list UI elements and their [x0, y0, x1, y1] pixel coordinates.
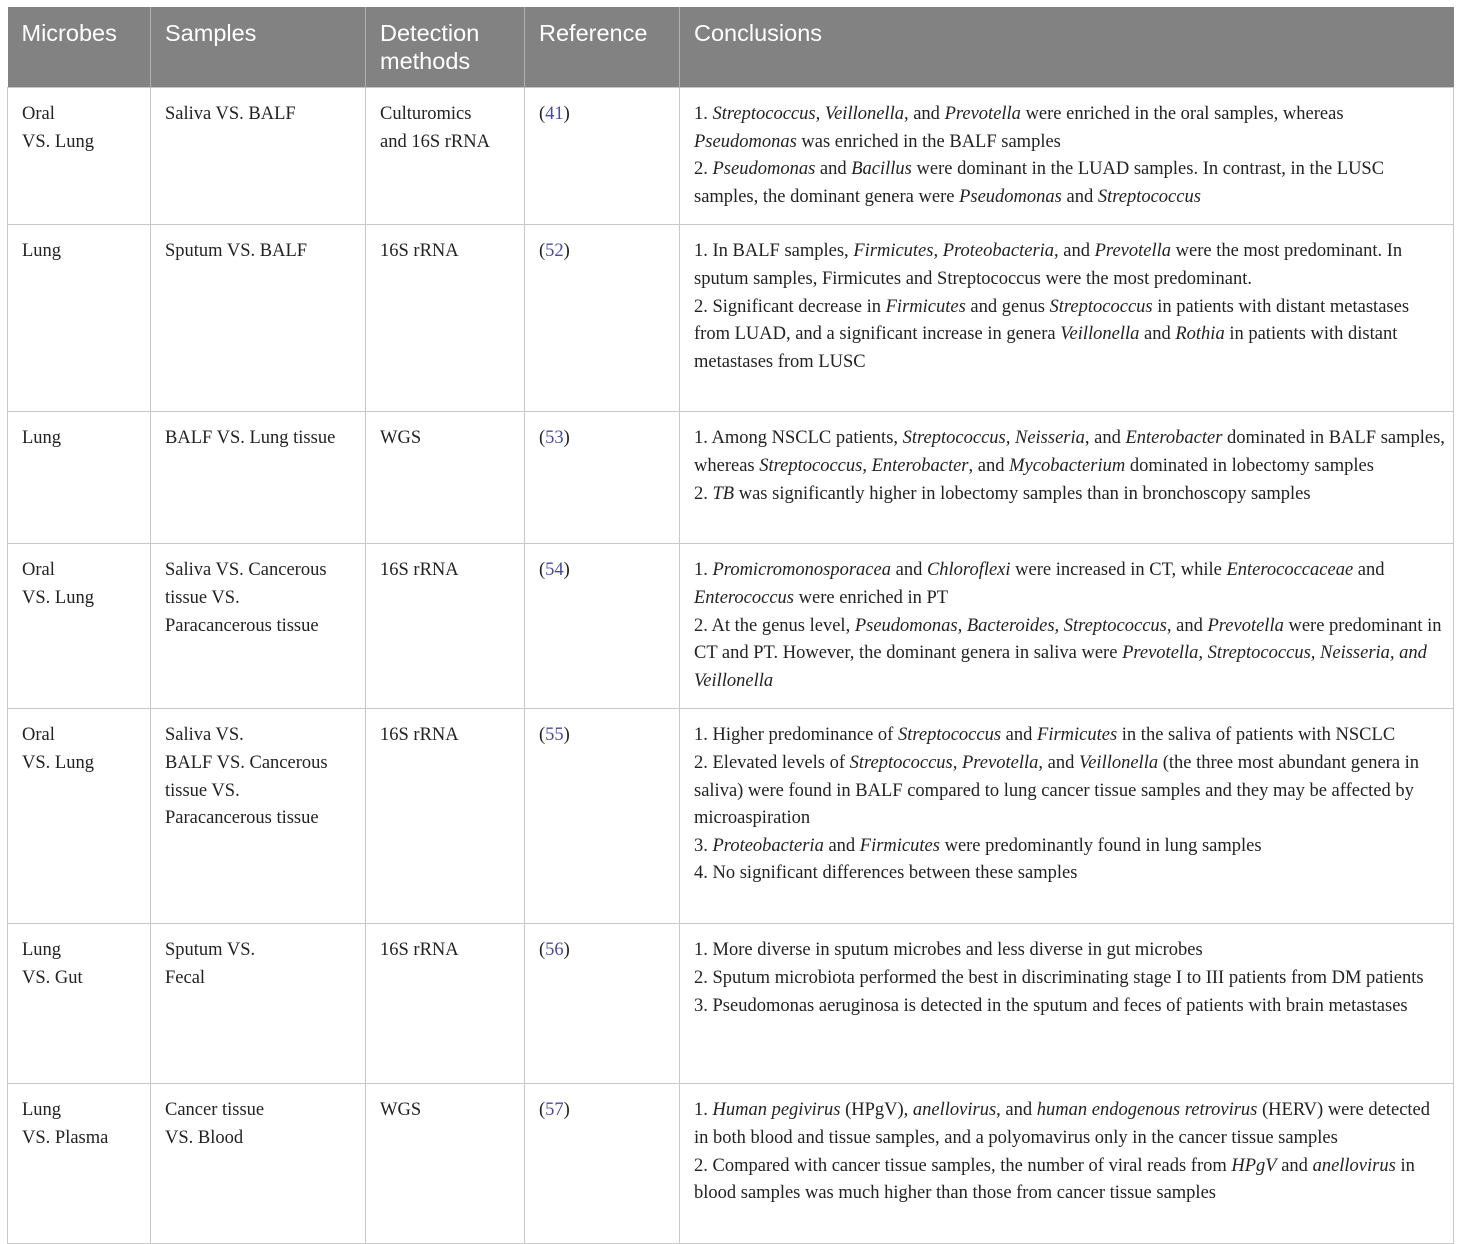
conclusion-item — [694, 722, 1445, 750]
samples-cell-line: BALF VS. Lung tissue — [165, 428, 336, 449]
conclusion-text: 1. In BALF samples, — [694, 241, 854, 262]
taxon-name: Firmicutes — [1037, 725, 1118, 746]
taxon-name: Pseudomonas — [712, 159, 816, 180]
conclusion-text: , — [862, 455, 872, 476]
conclusion-text: (HERV) were detected in both blood and tissue samples, and a polyomavirus only in the cancer tissue samples — [694, 1100, 1431, 1148]
conclusion-text: in patients with distant metastases from LUSC — [694, 324, 1398, 372]
conclusion-item — [694, 750, 1445, 833]
conclusion-text: were predominantly found in lung samples — [939, 835, 1262, 856]
detection-methods-cell — [366, 709, 525, 924]
header-microbes: Microbes — [8, 7, 151, 88]
taxon-name: Streptococcus — [897, 725, 1002, 746]
conclusion-text: 1. Among NSCLC patients, — [694, 428, 903, 449]
taxon-name: anellovirus — [1312, 1155, 1396, 1176]
header-row — [8, 7, 1454, 88]
taxon-name: TB — [712, 483, 735, 504]
taxon-name: Prevotella — [1207, 615, 1284, 636]
conclusion-text: were enriched in PT — [794, 587, 949, 608]
reference-link[interactable]: 57 — [545, 1100, 564, 1121]
taxon-name: Pseudomonas, Bacteroides, Streptococcus — [854, 615, 1167, 636]
taxon-name: Streptococcus, Veillonella — [712, 104, 904, 124]
reference-link[interactable]: 53 — [545, 428, 564, 449]
detection-methods-cell — [366, 412, 525, 544]
header-conclusions: Conclusions — [680, 7, 1454, 88]
conclusion-text: 2. Elevated levels of — [694, 752, 850, 773]
conclusion-item — [694, 993, 1445, 1021]
conclusion-item — [694, 1097, 1445, 1152]
reference-cell: (52) — [525, 225, 680, 412]
taxon-name: Firmicutes — [859, 835, 940, 856]
conclusion-text: , and — [903, 104, 945, 124]
conclusion-text: 3. Pseudomonas aeruginosa is detected in the sputum and feces of patients with brain metastases — [694, 995, 1408, 1016]
taxon-name: Prevotella — [1094, 241, 1171, 262]
table-row — [8, 225, 1454, 412]
microbes-cell — [8, 88, 151, 225]
conclusion-text: 1. Higher predominance of — [694, 725, 898, 746]
samples-cell-line: BALF VS. Cancerous — [165, 752, 328, 773]
detection-methods-cell — [366, 225, 525, 412]
detection-methods-cell — [366, 88, 525, 225]
conclusion-item — [694, 965, 1445, 993]
taxon-name: Human pegivirus — [712, 1100, 841, 1121]
conclusion-text: dominated in BALF samples, whereas — [694, 428, 1445, 476]
conclusions-cell — [680, 1084, 1454, 1244]
conclusion-text: 1. — [694, 1100, 713, 1121]
samples-cell-line: Cancer tissue — [165, 1100, 265, 1121]
samples-cell — [151, 1084, 366, 1244]
conclusions-cell — [680, 412, 1454, 544]
taxon-name: Veillonella — [1060, 324, 1140, 345]
conclusion-item — [694, 833, 1445, 861]
conclusion-text: and — [890, 560, 927, 581]
detection-methods-cell-line: Culturomics — [380, 104, 472, 124]
microbes-cell-line: Lung — [22, 241, 62, 262]
taxon-name: Pseudomonas — [694, 131, 797, 152]
conclusion-item — [694, 937, 1445, 965]
microbes-cell-line: Oral — [22, 725, 55, 746]
taxon-name: Streptococcus, Neisseria — [902, 428, 1085, 449]
conclusion-text: and — [1139, 324, 1176, 345]
conclusion-text: was enriched in the BALF samples — [796, 131, 1061, 152]
conclusion-item — [694, 613, 1445, 696]
reference-link[interactable]: 41 — [545, 104, 564, 124]
conclusion-text: in blood samples was much higher than those from cancer tissue samples — [694, 1155, 1415, 1204]
reference-link[interactable]: 52 — [545, 241, 564, 262]
header-samples: Samples — [151, 7, 366, 88]
taxon-name: Enterobacter — [871, 455, 969, 476]
samples-cell — [151, 412, 366, 544]
taxon-name: Chloroflexi — [926, 560, 1011, 581]
microbes-cell — [8, 709, 151, 924]
conclusion-text: in the saliva of patients with NSCLC — [1117, 725, 1396, 746]
table-row — [8, 709, 1454, 924]
taxon-name: Rothia — [1175, 324, 1225, 345]
conclusion-text: and — [1001, 725, 1038, 746]
conclusion-item — [694, 425, 1445, 480]
reference-cell: (41) — [525, 88, 680, 225]
reference-cell: (56) — [525, 924, 680, 1084]
detection-methods-cell — [366, 544, 525, 709]
conclusion-text: and — [1276, 1155, 1313, 1176]
conclusion-text: 3. — [694, 835, 713, 856]
microbes-cell-line: Lung — [22, 428, 62, 449]
samples-cell — [151, 544, 366, 709]
taxon-name: Firmicutes, Proteobacteria — [853, 241, 1055, 262]
taxon-name: Firmicutes — [885, 296, 966, 317]
conclusions-cell — [680, 544, 1454, 709]
conclusions-cell — [680, 709, 1454, 924]
taxon-name: Streptococcus — [1049, 296, 1153, 317]
conclusion-text: and — [823, 835, 860, 856]
microbes-cell — [8, 412, 151, 544]
reference-link[interactable]: 56 — [545, 940, 564, 961]
conclusion-text: 2. — [694, 483, 713, 504]
microbes-cell-line: VS. Gut — [22, 967, 83, 988]
conclusion-text: and — [815, 159, 852, 180]
samples-cell-line: VS. Blood — [165, 1127, 244, 1148]
reference-cell: (53) — [525, 412, 680, 544]
table-row — [8, 1084, 1454, 1244]
conclusion-text: in patients with distant metastases from LUAD, and a significant increase in genera — [694, 296, 1410, 345]
conclusion-item — [694, 156, 1445, 211]
microbes-cell — [8, 225, 151, 412]
conclusion-item — [694, 238, 1445, 293]
conclusion-text: and — [1061, 186, 1098, 207]
taxon-name: human endogenous retrovirus — [1036, 1100, 1258, 1121]
table-row — [8, 924, 1454, 1084]
conclusion-text: 1. — [694, 560, 713, 581]
conclusion-text: and genus — [965, 296, 1050, 317]
conclusions-cell — [680, 88, 1454, 225]
microbes-cell — [8, 544, 151, 709]
microbes-cell-line: VS. Lung — [22, 752, 94, 773]
conclusions-cell — [680, 225, 1454, 412]
microbes-cell-line: Oral — [22, 560, 55, 581]
taxon-name: Promicromonosporacea — [712, 560, 891, 581]
taxon-name: Enterobacter — [1125, 428, 1223, 449]
conclusion-item — [694, 557, 1445, 612]
conclusion-text: 2. — [694, 159, 713, 180]
taxon-name: Prevotella — [944, 104, 1021, 124]
samples-cell-line: Fecal — [165, 967, 206, 988]
microbes-cell-line: VS. Lung — [22, 131, 94, 152]
conclusion-text: were increased in CT, while — [1010, 560, 1227, 581]
microbes-cell — [8, 1084, 151, 1244]
samples-cell — [151, 924, 366, 1084]
samples-cell-line: Saliva VS. Cancerous — [165, 560, 327, 581]
header-reference: Reference — [525, 7, 680, 88]
microbes-cell-line: Oral — [22, 104, 55, 124]
conclusion-text: 2. Sputum microbiota performed the best in discriminating stage I to III patients from DM patients — [694, 967, 1424, 988]
microbes-cell-line: Lung — [22, 1100, 62, 1121]
conclusion-text: , and — [1038, 752, 1079, 773]
comparison-table — [7, 7, 1454, 1244]
conclusion-text: were dominant in the LUAD samples. In contrast, in the LUSC samples, the dominant genera were — [694, 159, 1385, 207]
reference-link[interactable]: 54 — [545, 560, 564, 581]
conclusion-text: were predominant in CT and PT. However, the dominant genera in saliva were — [694, 615, 1442, 664]
detection-methods-cell-line: 16S rRNA — [380, 241, 459, 262]
taxon-name: Enterococcus — [694, 587, 794, 608]
detection-methods-cell-line: 16S rRNA — [380, 940, 459, 961]
conclusion-text: (HPgV), — [840, 1100, 913, 1121]
samples-cell-line: Sputum VS. BALF — [165, 241, 308, 262]
conclusion-text: 2. Significant decrease in — [694, 296, 886, 317]
detection-methods-cell — [366, 924, 525, 1084]
samples-cell-line: Paracancerous tissue — [165, 808, 319, 829]
conclusion-item — [694, 294, 1445, 377]
header-detection-methods: Detection methods — [366, 7, 525, 88]
taxon-name: Prevotella, Streptococcus, Neisseria, and Veillonella — [694, 643, 1427, 691]
table-row — [8, 544, 1454, 709]
samples-cell — [151, 709, 366, 924]
conclusion-text: , and — [1166, 615, 1208, 636]
detection-methods-cell — [366, 1084, 525, 1244]
samples-cell-line: tissue VS. — [165, 587, 240, 608]
microbes-cell-line: VS. Lung — [22, 587, 94, 608]
samples-cell — [151, 225, 366, 412]
conclusion-text: dominated in lobectomy samples — [1125, 455, 1374, 476]
microbes-cell-line: Lung — [22, 940, 62, 961]
taxon-name: Bacillus — [851, 159, 912, 180]
detection-methods-cell-line: 16S rRNA — [380, 560, 459, 581]
detection-methods-cell-line: 16S rRNA — [380, 725, 459, 746]
conclusion-text: were the most predominant. In sputum samples, Firmicutes and Streptococcus were the most predominant. — [694, 241, 1403, 289]
table-row — [8, 88, 1454, 225]
microbes-cell — [8, 924, 151, 1084]
samples-cell — [151, 88, 366, 225]
conclusion-text: 2. Compared with cancer tissue samples, the number of viral reads from — [694, 1155, 1232, 1176]
reference-cell: (55) — [525, 709, 680, 924]
conclusion-item — [694, 1153, 1445, 1208]
conclusion-text: , and — [996, 1100, 1037, 1121]
conclusion-text: , and — [1084, 428, 1126, 449]
conclusion-text: was significantly higher in lobectomy samples than in bronchoscopy samples — [734, 483, 1311, 504]
samples-cell-line: Sputum VS. — [165, 940, 256, 961]
detection-methods-cell-line: WGS — [380, 1100, 422, 1121]
table-row — [8, 412, 1454, 544]
taxon-name: HPgV — [1231, 1155, 1277, 1176]
conclusions-cell — [680, 924, 1454, 1084]
taxon-name: Enterococcaceae — [1226, 560, 1354, 581]
taxon-name: Pseudomonas — [959, 186, 1062, 207]
samples-cell-line: Saliva VS. — [165, 725, 244, 746]
samples-cell-line: Paracancerous tissue — [165, 615, 319, 636]
detection-methods-cell-line: and 16S rRNA — [380, 131, 490, 152]
taxon-name: Mycobacterium — [1009, 455, 1126, 476]
samples-cell-line: Saliva VS. BALF — [165, 104, 296, 124]
samples-cell-line: tissue VS. — [165, 780, 240, 801]
conclusion-item — [694, 481, 1445, 509]
conclusion-text: and — [1353, 560, 1385, 581]
reference-cell: (54) — [525, 544, 680, 709]
conclusion-text: , and — [1054, 241, 1095, 262]
conclusion-text: were enriched in the oral samples, whereas — [1020, 104, 1344, 124]
taxon-name: Streptococcus — [1097, 186, 1201, 207]
microbes-cell-line: VS. Plasma — [22, 1127, 109, 1148]
conclusion-item — [694, 860, 1445, 888]
conclusion-text: 2. At the genus level, — [694, 615, 855, 636]
conclusion-text: 4. No significant differences between these samples — [694, 863, 1078, 884]
conclusion-text: 1. More diverse in sputum microbes and less diverse in gut microbes — [694, 940, 1203, 961]
conclusion-text: (the three most abundant genera in saliva) were found in BALF compared to lung cancer tissue samples and they may be affected by microaspiration — [694, 752, 1420, 829]
taxon-name: Streptococcus — [759, 455, 863, 476]
conclusion-item: 1. Streptococcus, Veillonella, and Prevotella were enriched in the oral samples, whereas Pseudomonas was enriched in the BALF samples — [694, 104, 1344, 152]
taxon-name: Streptococcus, Prevotella — [849, 752, 1039, 773]
reference-link[interactable]: 55 — [545, 725, 564, 746]
reference-cell: (57) — [525, 1084, 680, 1244]
taxon-name: anellovirus — [912, 1100, 997, 1121]
conclusion-text: , and — [968, 455, 1010, 476]
taxon-name: Veillonella — [1078, 752, 1159, 773]
detection-methods-cell-line: WGS — [380, 428, 422, 449]
taxon-name: Proteobacteria — [712, 835, 824, 856]
